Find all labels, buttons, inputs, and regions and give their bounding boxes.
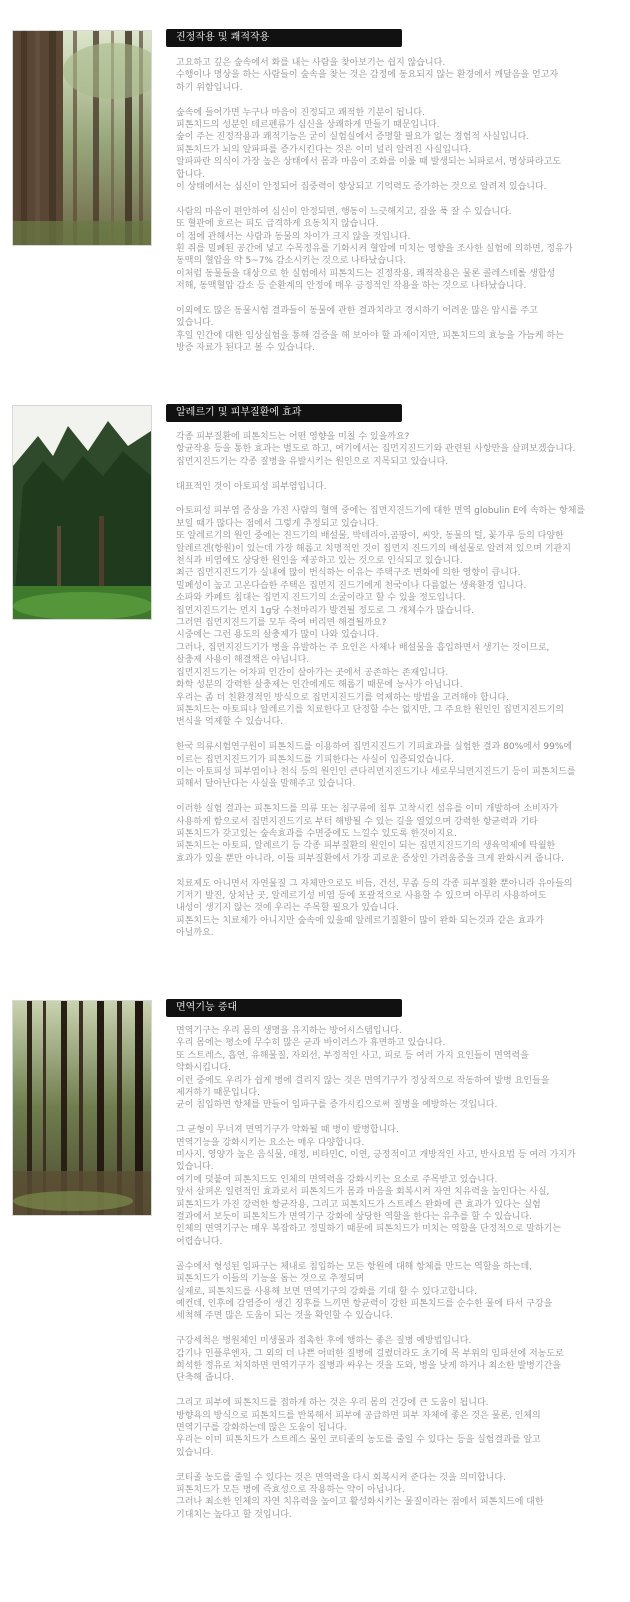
text-line: 흰 쥐를 밀폐된 공간에 넣고 수목정유를 기화시켜 혈압에 미치는 영향을 조사한 실험에 의하면, 정유가 [176, 244, 573, 255]
text-line: 방증 자료가 된다고 볼 수 있습니다. [176, 343, 315, 354]
text-line: 효과가 있을 뿐만 아니라, 이들 피부질환에서 가장 괴로운 증상인 가려움증을 크게 완화시켜 줍니다. [176, 853, 564, 864]
text-line: 피톤치드의 성분인 테르펜류가 심신을 상쾌하게 만들기 때문입니다. [176, 120, 440, 131]
text-line: 이런 중에도 우리가 쉽게 병에 걸리지 않는 것은 면역기구가 정상적으로 작동하여 발병 요인들을 [176, 1075, 550, 1086]
paragraph [176, 57, 612, 94]
section-heading: 진정작용 및 쾌적작용 [166, 29, 402, 47]
text-line: 후일 인간에 대한 임상실험을 통해 검증을 해 보아야 할 과제이지만, 피톤치드의 효능을 가늠케 하는 [176, 330, 564, 341]
text-line: 밀폐성이 높고 고온다습한 주택은 집먼지 진드기에게 천국이나 다름없는 생육환경 입니다. [176, 580, 527, 591]
text-line: 그러나 최소한 인체의 자연 치유력을 높이고 활성화시키는 물질이라는 점에서 피톤치드에 대한 [176, 1497, 544, 1508]
text-line: 우리는 이미 피톤치드가 스트레스 물인 코티졸의 농도를 줄일 수 있다는 등을 실험결과를 알고 [176, 1435, 541, 1446]
paragraph [176, 505, 612, 728]
text-line: 제거하기 때문입니다. [176, 1088, 260, 1099]
text-line: 천식과 비염에도 상당한 원인을 제공하고 있는 것으로 인식되고 있습니다. [176, 556, 463, 567]
text-line: 사람의 마음이 편안하여 심신이 안정되면, 행동이 느긋해지고, 잠을 푹 잘 수 있습니다. [176, 206, 512, 217]
section-body [176, 1025, 612, 1521]
text-line: 수행이나 명상을 하는 사람들이 숲속을 찾는 것은 감정에 동요되지 않는 환경에서 깨달음을 얻고자 [176, 70, 559, 81]
text-line: 있습니다. [176, 1162, 214, 1173]
text-line: 면역기능을 강화시키는 요소는 매우 다양합니다. [176, 1137, 365, 1148]
text-line: 그 균형이 무너져 면역기구가 약화될 때 병이 발병합니다. [176, 1125, 399, 1136]
text-line: 피톤치드는 아토피나 알레르기를 치료한다고 단정할 수는 없지만, 그 주요한 원인인 집먼지진드기의 [176, 704, 564, 715]
text-line: 집먼지진드기는 어차피 인간이 살아가는 곳에서 공존하는 존재입니다. [176, 667, 449, 678]
text-line: 약화시킵니다. [176, 1063, 232, 1074]
text-line: 이 상태에서는 심신이 안정되어 집중력이 향상되고 기억력도 증가하는 것으로 알려져 있습니다. [176, 182, 547, 193]
text-line: 번식을 억제할 수 있습니다. [176, 717, 284, 728]
text-line: 화학 성분의 강력한 살충제는 인간에게도 해롭기 때문에 능사가 아닙니다. [176, 680, 463, 691]
text-line: 우리 몸에는 평소에 무수히 많은 균과 바이러스가 휴면하고 있습니다. [176, 1038, 446, 1049]
text-line: 우리는 좀 더 친환경적인 방식으로 집먼지진드기를 억제하는 방법을 고려해야 합니다. [176, 692, 509, 703]
text-line: 아닐까요. [176, 928, 214, 939]
text-line: 또 스트레스, 흡연, 유해물질, 자외선, 부정적인 사고, 피로 등 여러 가지 요인들이 면역력을 [176, 1050, 529, 1061]
paragraph [176, 803, 612, 865]
text-line: 보일 때가 많다는 점에서 그렇게 추정되고 있습니다. [176, 518, 379, 529]
text-line: 세척해 주면 많은 도움이 되는 것을 확인할 수 있습니다. [176, 1311, 394, 1322]
text-line: 피해서 달아난다는 사실을 말해주고 있습니다. [176, 779, 356, 790]
text-line: 피톤치드가 뇌의 알파파를 증가시킨다는 것은 이미 널리 알려진 사실입니다. [176, 144, 472, 155]
text-line: 피톤치드는 아토피, 알레르기 등 각종 피부질환의 원인이 되는 집먼지진드기의 생육억제에 탁월한 [176, 841, 556, 852]
text-line: 기대치는 높다고 할 것입니다. [176, 1509, 292, 1520]
paragraph [176, 1025, 612, 1112]
paragraph [176, 878, 612, 940]
text-line: 시중에는 그런 용도의 살충제가 많이 나와 있습니다. [176, 630, 379, 641]
text-line: 알파파란 의식이 가장 높은 상태에서 몸과 마음이 조화를 이룰 때 발생되는 뇌파로서, 명상파라고도 [176, 157, 561, 168]
text-line: 살충제 사용이 해결책은 아닙니다. [176, 655, 310, 666]
text-line: 또 혈관에 흐르는 피도 급격하게 요동치지 않습니다. [176, 219, 379, 230]
text-line: 면역기구를 강화하는데 많은 도움이 됩니다. [176, 1422, 347, 1433]
text-line: 대표적인 것이 아토피성 피부염입니다. [176, 481, 327, 492]
text-line: 피톤치드는 치료제가 아니지만 숲속에 있을때 알레르기질환이 많이 완화 되는것과 같은 효과가 [176, 915, 544, 926]
paragraph [176, 741, 612, 791]
text-line: 숲속에 들어가면 누구나 마음이 진정되고 쾌적한 기분이 됩니다. [176, 107, 425, 118]
text-line: 구강세척은 병원체인 미생물과 접촉한 후에 행하는 좋은 질병 예방법입니다. [176, 1336, 472, 1347]
text-line: 치료제도 아니면서 자연물질 그 자체만으로도 비듬, 건선, 무좀 등의 각종 피부질환 뿐아니라 유아들의 [176, 878, 573, 889]
text-line: 알레르겐(항원)이 있는데 가장 해롭고 치명적인 것이 집먼지 진드기의 배설물로 알려져 있으며 기관지 [176, 543, 571, 554]
text-line: 그러면 집먼지진드기를 모두 죽여 버리면 해결될까요? [176, 618, 387, 629]
text-line: 미사지, 영양가 높은 음식물, 애정, 비타민C, 이연, 긍정적이고 개방적인 사고, 반사요법 등 여러 가지가 [176, 1150, 576, 1161]
pine-tree-image [13, 406, 151, 619]
text-line: 아토피성 피부염 증상을 가진 사람의 혈액 중에는 집먼지진드기에 대한 면역 globulin E에 속하는 항체를 [176, 506, 586, 517]
text-line: 피톤치드가 가진 강력한 항균작용, 그리고 피톤치드가 스트레스 완화에 큰 효과가 있다는 실험 [176, 1199, 541, 1210]
text-line: 어렵습니다. [176, 1236, 223, 1247]
text-line: 고요하고 깊은 숲속에서 화를 내는 사람을 찾아보기는 쉽지 않습니다. [176, 58, 446, 68]
text-line: 피톤치드가 모든 병에 즉효성으로 작용하는 약이 아닙니다. [176, 1484, 405, 1495]
paragraph [176, 1261, 612, 1323]
text-line: 결과에서 보듯이 피톤치드가 면역기구 강화에 상당한 역할을 한다는 유추를 할 수 있습니다. [176, 1212, 533, 1223]
text-line: 사용하게 함으로서 집먼지진드기로 부터 해방될 수 있는 길을 열었으며 강력한 항균력과 기타 [176, 816, 538, 827]
text-line: 이르는 집먼지진드기가 피톤치드를 기피한다는 사실이 입증되었습니다. [176, 754, 454, 765]
forest-photo-dark [12, 1000, 152, 1216]
paragraph [176, 1335, 612, 1385]
forest-photo-trunk [12, 30, 152, 246]
text-line: 실제로, 피톤치드를 사용해 보면 면역기구의 강화를 기대 할 수 있다고합니다. [176, 1286, 477, 1297]
section-heading: 알레르기 및 피부질환에 효과 [166, 404, 402, 422]
paragraph [176, 107, 612, 194]
text-line: 피톤치드가 갖고있는 숲속효과를 수면중에도 느낄수 있도록 한것이지요. [176, 828, 457, 839]
text-line: 이러한 실험 결과는 피톤치드를 의류 또는 침구류에 침투 고착시킨 섬유를 이미 개발하여 소비자가 [176, 804, 559, 815]
paragraph [176, 481, 612, 493]
text-line: 그리고 피부에 피톤치드를 접하게 하는 것은 우리 몸의 건강에 큰 도움이 됩니다. [176, 1398, 489, 1409]
text-line: 최근 집먼지진드기가 실내에 많이 번식하는 이유는 주택구조 변화에 의한 영향이 큽니다. [176, 568, 521, 579]
dark-forest-image [13, 1001, 151, 1215]
text-line: 또 알레르기의 원인 중에는 진드기의 배설물, 박테리아,곰팡이, 씨앗, 동물의 털, 꽃가루 등의 다양한 [176, 531, 564, 542]
text-line: 각종 피부질환에 피톤치드는 어떤 영향을 미칠 수 있을까요? [176, 432, 410, 442]
text-line: 면역기구는 우리 몸의 생명을 유지하는 방어시스템입니다. [176, 1026, 402, 1036]
paragraph [176, 305, 612, 355]
text-line: 숲이 주는 진정작용과 쾌적기능은 굳이 실험실에서 증명할 필요가 없는 경험적 사실입니다. [176, 132, 530, 143]
text-line: 방향욕의 방식으로 피톤치드를 반복해서 피부에 공급하면 피부 자체에 좋은 것은 물론, 인체의 [176, 1410, 541, 1421]
text-line: 균이 침입하면 항체를 만들어 임파구를 증가시킴으로써 질병을 예방하는 것입니다. [176, 1100, 498, 1111]
text-line: 이 점에 관해서는 사람과 동물의 차이가 크지 않을 것입니다. [176, 231, 411, 242]
text-line: 내성이 생기지 않는 것에 우리는 주목할 필요가 있습니다. [176, 903, 399, 914]
text-line: 집먼지진드기는 먼지 1g당 수천마리가 발견될 정도로 그 개체수가 많습니다. [176, 605, 475, 616]
text-line: 이처럼 동물들을 대상으로 한 실험에서 피톤치드는 진정작용, 쾌적작용은 물론 콜레스테롤 생합성 [176, 268, 556, 279]
text-line: 이는 아토피성 피부염이나 천식 등의 원인인 큰다리먼지진드기나 세로무늬먼지진드기 등이 피톤치드를 [176, 766, 576, 777]
text-line: 감기나 인플루엔자, 그 외의 더 나쁜 어떠한 질병에 걸렸더라도 초기에 목 부위의 임파선에 저농도로 [176, 1348, 564, 1359]
text-line: 집먼지진드기는 각종 질병을 유발시키는 원인으로 지목되고 있습니다. [176, 456, 449, 467]
section-body [176, 57, 612, 355]
text-line: 이외에도 많은 동물시험 결과들이 동물에 관한 결과치라고 경시하기 어려운 많은 암시를 주고 [176, 306, 538, 317]
text-line: 희석한 정유로 처치하면 면역기구가 질병과 싸우는 것을 도와, 병을 낫게 하거나 최소한 발병기간을 [176, 1360, 561, 1371]
text-line: 피톤치드가 이들의 기능을 돕는 것으로 추정되며 [176, 1274, 365, 1285]
text-line: 그러나, 집먼지진드기가 병을 유발하는 주 요인은 사체나 배설물을 흡입하면서 생기는 것이므로, [176, 642, 550, 653]
text-line: 인체의 면역기구는 매우 복잡하고 정밀하기 때문에 피톤치드가 미치는 역할을 단정적으로 말하기는 [176, 1224, 562, 1235]
text-line: 항균작용 등을 통한 효과는 별도로 하고, 여기에서는 집먼지진드기와 관련된 사항만을 살펴보겠습니다. [176, 444, 576, 455]
text-line: 앞서 살펴온 일련적인 효과로서 피톤치드가 몸과 마음을 회복시켜 자연 치유력을 높인다는 사실, [176, 1187, 550, 1198]
paragraph [176, 1397, 612, 1459]
section-body [176, 431, 612, 940]
text-line: 한국 의류시험연구원이 피톤치드를 이용하여 집먼지진드기 기피효과를 실험한 결과 80%에서 99%에 [176, 742, 573, 753]
text-line: 코티졸 농도를 줄일 수 있다는 것은 면역력을 다시 회복시켜 준다는 것을 의미합니다. [176, 1472, 506, 1483]
text-line: 골수에서 형성된 임파구는 체내로 침입하는 모든 항원에 대해 항체를 만드는 역할을 하는데, [176, 1261, 533, 1272]
text-line: 소파와 카페트 침대는 집먼지 진드기의 소굴이라고 할 수 있을 정도입니다. [176, 593, 466, 604]
text-line: 합니다. [176, 169, 205, 180]
text-line: 기저기 발진, 상처난 곳, 알레르기성 비염 등에 포괄적으로 사용할 수 있으며 아무리 사용하여도 [176, 890, 547, 901]
text-line: 있습니다. [176, 318, 214, 329]
text-line: 하기 위함입니다. [176, 82, 243, 93]
pine-photo [12, 405, 152, 620]
paragraph [176, 1472, 612, 1522]
section-heading: 면역기능 증대 [166, 999, 402, 1017]
text-line: 있습니다. [176, 1447, 214, 1458]
text-line: 여기에 덧붙여 피톤치드도 인체의 면역력을 강화시키는 요소로 주목받고 있습니다. [176, 1174, 498, 1185]
forest-trunk-image [13, 31, 151, 245]
text-line: 예컨데, 인후에 감염증이 생긴 징후를 느끼면 항균력이 강한 피톤치드를 순수한 물에 타서 구강을 [176, 1298, 553, 1309]
paragraph [176, 1124, 612, 1248]
paragraph [176, 431, 612, 468]
paragraph [176, 206, 612, 293]
text-line: 저해, 동맥혈압 감소 등 순환계의 안정에 매우 긍정적인 작용을 하는 것으로 나타났습니다. [176, 281, 527, 292]
text-line: 동맥의 혈압을 약 5~7% 감소시키는 것으로 나타났습니다. [176, 256, 407, 267]
text-line: 단축해 줍니다. [176, 1373, 234, 1384]
